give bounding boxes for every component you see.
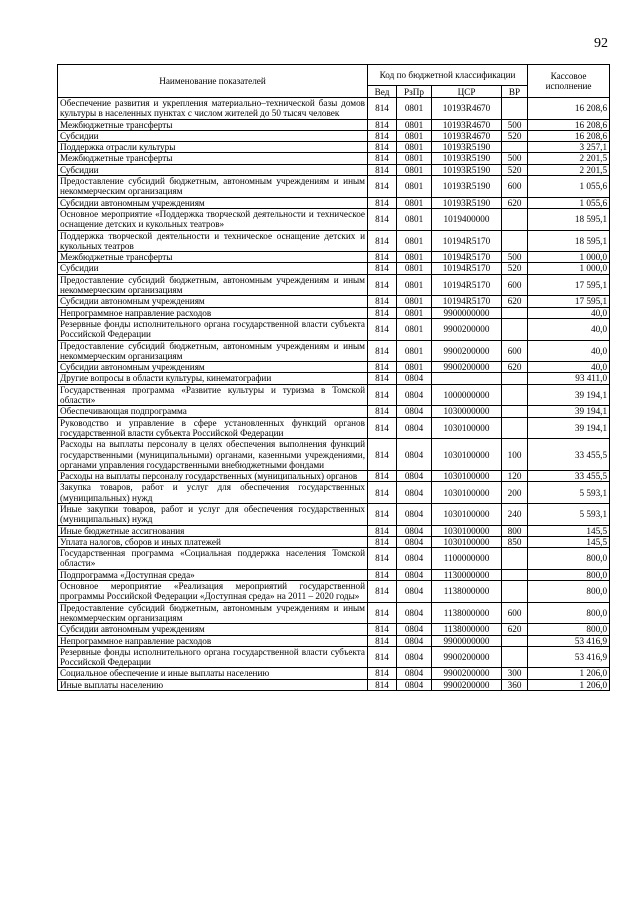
row-vr: 600	[502, 176, 528, 198]
header-code-group: Код по бюджетной классификации	[368, 65, 528, 86]
row-csr: 10193R4670	[432, 130, 502, 141]
row-rzpr: 0801	[397, 296, 432, 307]
table-row	[58, 142, 610, 153]
table-body	[58, 98, 610, 691]
table-row	[58, 176, 610, 198]
row-rzpr: 0801	[397, 153, 432, 164]
row-ved: 814	[368, 208, 397, 230]
row-csr: 1138000000	[432, 624, 502, 635]
row-ved: 814	[368, 119, 397, 130]
row-csr: 1030100000	[432, 525, 502, 536]
row-amount: 3 257,1	[528, 142, 610, 153]
row-rzpr: 0801	[397, 318, 432, 340]
row-csr: 1030100000	[432, 503, 502, 525]
row-ved: 814	[368, 406, 397, 417]
row-amount: 800,0	[528, 602, 610, 624]
row-name: Субсидии автономным учреждениям	[58, 362, 368, 373]
row-ved: 814	[368, 263, 397, 274]
row-rzpr: 0804	[397, 482, 432, 504]
row-csr: 1030100000	[432, 471, 502, 482]
row-vr: 120	[502, 471, 528, 482]
row-vr: 620	[502, 362, 528, 373]
row-name: Непрограммное направление расходов	[58, 635, 368, 646]
table-row	[58, 525, 610, 536]
row-csr: 10193R4670	[432, 98, 502, 120]
row-ved: 814	[368, 130, 397, 141]
row-csr: 10193R5190	[432, 153, 502, 164]
row-rzpr: 0804	[397, 548, 432, 570]
row-rzpr: 0801	[397, 98, 432, 120]
row-rzpr: 0804	[397, 471, 432, 482]
row-vr: 620	[502, 296, 528, 307]
table-row	[58, 548, 610, 570]
row-rzpr: 0804	[397, 417, 432, 439]
row-amount: 33 455,5	[528, 439, 610, 471]
row-ved: 814	[368, 646, 397, 668]
row-rzpr: 0804	[397, 536, 432, 547]
row-vr	[502, 581, 528, 603]
table-row	[58, 252, 610, 263]
table-row	[58, 439, 610, 471]
row-csr: 1019400000	[432, 208, 502, 230]
row-vr	[502, 373, 528, 384]
row-name: Межбюджетные трансферты	[58, 153, 368, 164]
row-ved: 814	[368, 536, 397, 547]
row-ved: 814	[368, 569, 397, 580]
row-ved: 814	[368, 482, 397, 504]
row-rzpr: 0801	[397, 230, 432, 252]
row-ved: 814	[368, 635, 397, 646]
table-row	[58, 384, 610, 406]
row-name: Основное мероприятие «Реализация мероприятий государственной программы Российской Федерации «Доступная среда» на 2011 – 2020 годы»	[58, 581, 368, 603]
row-rzpr: 0801	[397, 130, 432, 141]
row-amount: 53 416,9	[528, 635, 610, 646]
table-row	[58, 230, 610, 252]
row-ved: 814	[368, 98, 397, 120]
table-row	[58, 482, 610, 504]
row-amount: 800,0	[528, 548, 610, 570]
row-amount: 1 055,6	[528, 176, 610, 198]
row-csr: 10193R5190	[432, 142, 502, 153]
row-ved: 814	[368, 624, 397, 635]
row-rzpr: 0804	[397, 668, 432, 679]
row-amount: 800,0	[528, 624, 610, 635]
row-ved: 814	[368, 318, 397, 340]
row-ved: 814	[368, 164, 397, 175]
row-csr: 1000000000	[432, 384, 502, 406]
row-vr	[502, 417, 528, 439]
row-amount: 2 201,5	[528, 153, 610, 164]
row-vr	[502, 230, 528, 252]
row-csr: 1030100000	[432, 439, 502, 471]
row-rzpr: 0804	[397, 569, 432, 580]
row-ved: 814	[368, 153, 397, 164]
row-csr: 10194R5170	[432, 252, 502, 263]
table-row	[58, 536, 610, 547]
row-ved: 814	[368, 362, 397, 373]
row-ved: 814	[368, 439, 397, 471]
row-csr: 1130000000	[432, 569, 502, 580]
row-amount: 33 455,5	[528, 471, 610, 482]
row-csr: 1138000000	[432, 581, 502, 603]
row-vr	[502, 384, 528, 406]
row-rzpr: 0801	[397, 340, 432, 362]
row-amount: 1 206,0	[528, 679, 610, 690]
header-csr: ЦСР	[432, 86, 502, 98]
row-vr: 240	[502, 503, 528, 525]
row-name: Подпрограмма «Доступная среда»	[58, 569, 368, 580]
table-header	[58, 65, 610, 98]
row-rzpr: 0804	[397, 624, 432, 635]
row-rzpr: 0801	[397, 208, 432, 230]
row-vr: 360	[502, 679, 528, 690]
table-row	[58, 373, 610, 384]
row-csr: 9900200000	[432, 679, 502, 690]
row-amount: 5 593,1	[528, 503, 610, 525]
row-vr: 500	[502, 119, 528, 130]
row-name: Резервные фонды исполнительного органа государственной власти субъекта Российской Федерации	[58, 318, 368, 340]
row-amount: 53 416,9	[528, 646, 610, 668]
row-name: Субсидии	[58, 263, 368, 274]
row-name: Уплата налогов, сборов и иных платежей	[58, 536, 368, 547]
row-name: Обеспечение развития и укрепления материально–технической базы домов культуры в населенных пунктах с числом жителей до 50 тысяч человек	[58, 98, 368, 120]
row-ved: 814	[368, 417, 397, 439]
row-name: Расходы на выплаты персоналу в целях обеспечения выполнения функций государственными (муниципальными) органами, казенными учреждениями, органами управления государственными внебюджетными фондами	[58, 439, 368, 471]
row-csr: 9900000000	[432, 307, 502, 318]
row-name: Субсидии автономным учреждениям	[58, 624, 368, 635]
table-row	[58, 635, 610, 646]
row-name: Обеспечивающая подпрограмма	[58, 406, 368, 417]
row-rzpr: 0804	[397, 439, 432, 471]
row-vr: 100	[502, 439, 528, 471]
row-amount: 93 411,0	[528, 373, 610, 384]
row-vr	[502, 646, 528, 668]
row-amount: 39 194,1	[528, 384, 610, 406]
row-vr	[502, 142, 528, 153]
row-name: Предоставление субсидий бюджетным, автономным учреждениям и иным некоммерческим организациям	[58, 340, 368, 362]
row-csr: 10193R5190	[432, 176, 502, 198]
table-row	[58, 98, 610, 120]
row-amount: 17 595,1	[528, 296, 610, 307]
row-ved: 814	[368, 679, 397, 690]
row-vr: 500	[502, 153, 528, 164]
row-vr: 620	[502, 624, 528, 635]
row-name: Социальное обеспечение и иные выплаты населению	[58, 668, 368, 679]
row-csr	[432, 373, 502, 384]
row-vr	[502, 318, 528, 340]
row-rzpr: 0804	[397, 406, 432, 417]
row-amount: 1 206,0	[528, 668, 610, 679]
row-ved: 814	[368, 340, 397, 362]
row-csr: 10193R5190	[432, 164, 502, 175]
row-name: Предоставление субсидий бюджетным, автономным учреждениям и иным некоммерческим организациям	[58, 176, 368, 198]
row-csr: 1100000000	[432, 548, 502, 570]
row-ved: 814	[368, 384, 397, 406]
row-csr: 1030100000	[432, 536, 502, 547]
row-vr	[502, 635, 528, 646]
table-row	[58, 471, 610, 482]
row-name: Государственная программа «Социальная поддержка населения Томской области»	[58, 548, 368, 570]
row-name: Закупка товаров, работ и услуг для обеспечения государственных (муниципальных) нужд	[58, 482, 368, 504]
row-amount: 39 194,1	[528, 417, 610, 439]
row-csr: 9900200000	[432, 668, 502, 679]
row-ved: 814	[368, 668, 397, 679]
row-amount: 18 595,1	[528, 230, 610, 252]
row-csr: 1030000000	[432, 406, 502, 417]
table-row	[58, 307, 610, 318]
row-ved: 814	[368, 602, 397, 624]
row-vr	[502, 569, 528, 580]
row-ved: 814	[368, 176, 397, 198]
row-amount: 1 000,0	[528, 263, 610, 274]
table-row	[58, 296, 610, 307]
row-rzpr: 0804	[397, 581, 432, 603]
row-ved: 814	[368, 581, 397, 603]
row-ved: 814	[368, 373, 397, 384]
row-rzpr: 0801	[397, 263, 432, 274]
row-amount: 1 055,6	[528, 197, 610, 208]
row-csr: 10193R4670	[432, 119, 502, 130]
row-amount: 800,0	[528, 569, 610, 580]
row-name: Субсидии автономным учреждениям	[58, 197, 368, 208]
table-row	[58, 197, 610, 208]
row-rzpr: 0801	[397, 307, 432, 318]
row-amount: 5 593,1	[528, 482, 610, 504]
row-amount: 145,5	[528, 536, 610, 547]
row-rzpr: 0801	[397, 274, 432, 296]
table-row	[58, 130, 610, 141]
row-amount: 16 208,6	[528, 130, 610, 141]
table-row	[58, 274, 610, 296]
row-vr: 520	[502, 263, 528, 274]
row-amount: 18 595,1	[528, 208, 610, 230]
table-row	[58, 362, 610, 373]
row-rzpr: 0801	[397, 176, 432, 198]
row-csr: 9900200000	[432, 646, 502, 668]
row-name: Другие вопросы в области культуры, кинематографии	[58, 373, 368, 384]
row-name: Иные выплаты населению	[58, 679, 368, 690]
row-amount: 1 000,0	[528, 252, 610, 263]
row-name: Предоставление субсидий бюджетным, автономным учреждениям и иным некоммерческим организациям	[58, 602, 368, 624]
row-amount: 16 208,6	[528, 98, 610, 120]
row-vr: 600	[502, 340, 528, 362]
row-amount: 40,0	[528, 362, 610, 373]
row-name: Межбюджетные трансферты	[58, 252, 368, 263]
row-rzpr: 0801	[397, 142, 432, 153]
table-row	[58, 581, 610, 603]
table-row	[58, 164, 610, 175]
row-ved: 814	[368, 142, 397, 153]
row-name: Межбюджетные трансферты	[58, 119, 368, 130]
row-vr: 520	[502, 130, 528, 141]
table-row	[58, 119, 610, 130]
row-vr: 600	[502, 274, 528, 296]
row-name: Субсидии	[58, 130, 368, 141]
table-row	[58, 153, 610, 164]
row-amount: 16 208,6	[528, 119, 610, 130]
row-ved: 814	[368, 274, 397, 296]
table-row	[58, 569, 610, 580]
row-csr: 9900200000	[432, 362, 502, 373]
row-vr: 620	[502, 197, 528, 208]
row-csr: 9900200000	[432, 318, 502, 340]
row-vr: 600	[502, 602, 528, 624]
row-rzpr: 0804	[397, 602, 432, 624]
row-name: Субсидии автономным учреждениям	[58, 296, 368, 307]
row-name: Субсидии	[58, 164, 368, 175]
row-ved: 814	[368, 197, 397, 208]
row-name: Непрограммное направление расходов	[58, 307, 368, 318]
row-csr: 1030100000	[432, 482, 502, 504]
row-rzpr: 0804	[397, 373, 432, 384]
row-rzpr: 0801	[397, 362, 432, 373]
header-amount: Кассовое исполнение	[528, 65, 610, 98]
table-row	[58, 406, 610, 417]
table-row	[58, 208, 610, 230]
row-ved: 814	[368, 503, 397, 525]
row-vr	[502, 406, 528, 417]
row-ved: 814	[368, 471, 397, 482]
row-vr: 800	[502, 525, 528, 536]
row-csr: 10194R5170	[432, 274, 502, 296]
row-amount: 40,0	[528, 340, 610, 362]
row-name: Руководство и управление в сфере установленных функций органов государственной власти субъекта Российской Федерации	[58, 417, 368, 439]
table-row	[58, 263, 610, 274]
row-amount: 39 194,1	[528, 406, 610, 417]
row-ved: 814	[368, 252, 397, 263]
row-name: Предоставление субсидий бюджетным, автономным учреждениям и иным некоммерческим организациям	[58, 274, 368, 296]
row-csr: 10194R5170	[432, 296, 502, 307]
row-csr: 10194R5170	[432, 230, 502, 252]
row-rzpr: 0801	[397, 164, 432, 175]
table-row	[58, 503, 610, 525]
row-rzpr: 0801	[397, 119, 432, 130]
row-vr	[502, 208, 528, 230]
table-row	[58, 679, 610, 690]
row-amount: 2 201,5	[528, 164, 610, 175]
page-number: 92	[594, 36, 608, 51]
row-csr: 10194R5170	[432, 263, 502, 274]
row-rzpr: 0801	[397, 252, 432, 263]
row-rzpr: 0804	[397, 503, 432, 525]
row-vr: 520	[502, 164, 528, 175]
row-ved: 814	[368, 230, 397, 252]
row-ved: 814	[368, 296, 397, 307]
row-amount: 40,0	[528, 318, 610, 340]
row-rzpr: 0801	[397, 197, 432, 208]
row-name: Поддержка отрасли культуры	[58, 142, 368, 153]
row-amount: 17 595,1	[528, 274, 610, 296]
table-row	[58, 668, 610, 679]
table-row	[58, 602, 610, 624]
row-vr: 300	[502, 668, 528, 679]
row-vr: 500	[502, 252, 528, 263]
row-vr	[502, 98, 528, 120]
header-name: Наименование показателей	[58, 65, 368, 98]
table-row	[58, 318, 610, 340]
table-row	[58, 624, 610, 635]
row-name: Иные бюджетные ассигнования	[58, 525, 368, 536]
row-vr	[502, 307, 528, 318]
budget-table	[57, 64, 610, 691]
row-csr: 10193R5190	[432, 197, 502, 208]
row-ved: 814	[368, 548, 397, 570]
header-ved: Вед	[368, 86, 397, 98]
row-rzpr: 0804	[397, 384, 432, 406]
row-rzpr: 0804	[397, 646, 432, 668]
row-name: Расходы на выплаты персоналу государственных (муниципальных) органов	[58, 471, 368, 482]
row-ved: 814	[368, 307, 397, 318]
row-csr: 9900000000	[432, 635, 502, 646]
table-row	[58, 340, 610, 362]
table-row	[58, 646, 610, 668]
row-csr: 9900200000	[432, 340, 502, 362]
header-rzpr: РзПр	[397, 86, 432, 98]
row-csr: 1138000000	[432, 602, 502, 624]
row-name: Основное мероприятие «Поддержка творческой деятельности и техническое оснащение детских и кукольных театров»	[58, 208, 368, 230]
row-amount: 40,0	[528, 307, 610, 318]
row-name: Резервные фонды исполнительного органа государственной власти субъекта Российской Федерации	[58, 646, 368, 668]
header-vr: ВР	[502, 86, 528, 98]
row-rzpr: 0804	[397, 679, 432, 690]
row-name: Поддержка творческой деятельности и техническое оснащение детских и кукольных театров	[58, 230, 368, 252]
row-vr	[502, 548, 528, 570]
row-ved: 814	[368, 525, 397, 536]
row-vr: 200	[502, 482, 528, 504]
row-amount: 800,0	[528, 581, 610, 603]
row-rzpr: 0804	[397, 635, 432, 646]
row-amount: 145,5	[528, 525, 610, 536]
row-csr: 1030100000	[432, 417, 502, 439]
row-name: Государственная программа «Развитие культуры и туризма в Томской области»	[58, 384, 368, 406]
row-vr: 850	[502, 536, 528, 547]
row-name: Иные закупки товаров, работ и услуг для обеспечения государственных (муниципальных) нужд	[58, 503, 368, 525]
row-rzpr: 0804	[397, 525, 432, 536]
table-row	[58, 417, 610, 439]
